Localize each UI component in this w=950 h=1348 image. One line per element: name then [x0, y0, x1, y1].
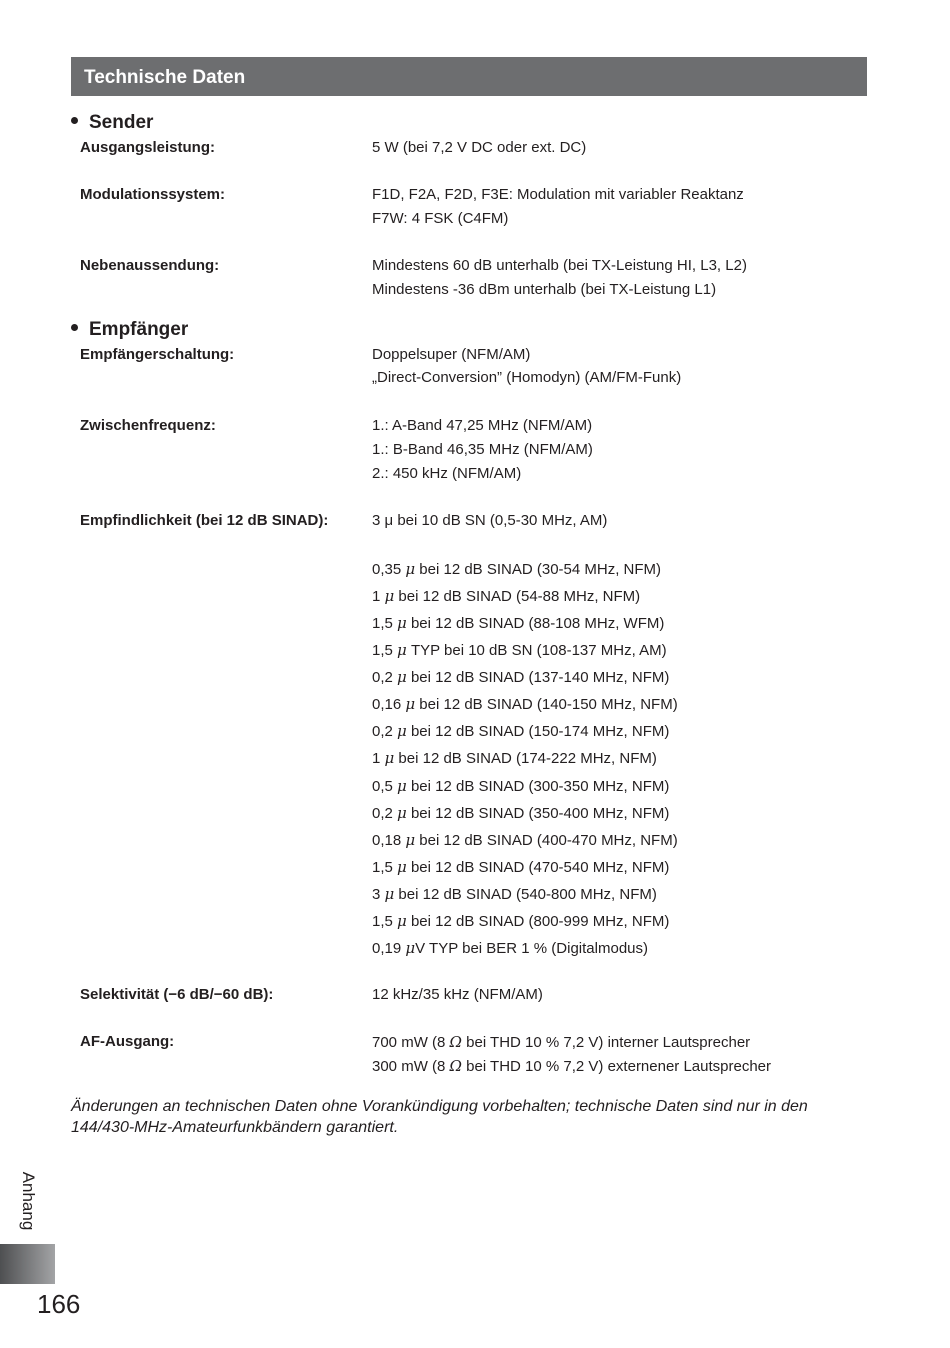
spec-value-prefix: 0,16: [372, 696, 406, 714]
spec-value-suffix: bei 12 dB SINAD (140-150 MHz, NFM): [415, 696, 678, 714]
spec-label-empfaengerschaltung: Empfängerschaltung:: [80, 346, 235, 363]
bullet-icon: [71, 324, 78, 331]
spec-value: [372, 586, 640, 607]
spec-value-suffix: V TYP bei BER 1 % (Digitalmodus): [415, 939, 648, 957]
spec-value-suffix: bei 12 dB SINAD (800-999 MHz, NFM): [406, 912, 670, 930]
unit-symbol: μ: [405, 560, 416, 578]
spec-value: [372, 1032, 750, 1053]
unit-symbol: μ: [384, 749, 395, 768]
unit-symbol: μ: [397, 668, 407, 687]
spec-value-prefix: 1: [372, 750, 385, 768]
spec-value-suffix: bei 12 dB SINAD (470-540 MHz, NFM): [406, 858, 670, 876]
spec-value: 3 μ bei 10 dB SN (0,5-30 MHz, AM): [372, 512, 608, 529]
sender-heading: [71, 112, 153, 134]
spec-value-prefix: 0,5: [372, 777, 398, 795]
spec-label-modulationssystem: Modulationssystem:: [80, 186, 226, 203]
spec-value-suffix: bei 12 dB SINAD (350-400 MHz, NFM): [406, 804, 670, 822]
spec-value-suffix: bei 12 dB SINAD (540-800 MHz, NFM): [394, 885, 657, 903]
empfaenger-heading: [71, 319, 188, 341]
empfaenger-heading-text: Empfänger: [89, 319, 189, 340]
spec-value: [372, 830, 678, 851]
spec-value: 5 W (bei 7,2 V DC oder ext. DC): [372, 139, 587, 156]
unit-symbol: μ: [397, 614, 407, 633]
spec-value: 12 kHz/35 kHz (NFM/AM): [372, 986, 543, 1003]
spec-label-nebenaussendung: Nebenaussendung:: [80, 257, 220, 274]
bullet-icon: [71, 117, 78, 124]
spec-value: [372, 857, 669, 878]
spec-value: [372, 721, 669, 742]
unit-symbol: μ: [384, 587, 395, 606]
unit-symbol: μ: [384, 884, 395, 903]
spec-value-prefix: 1,5: [372, 615, 398, 633]
spec-value-prefix: 0,2: [372, 804, 398, 822]
spec-value-prefix: 3: [372, 885, 385, 903]
side-tab-marker: [0, 1244, 55, 1284]
spec-label-empfindlichkeit: Empfindlichkeit (bei 12 dB SINAD):: [80, 512, 329, 529]
spec-value: [372, 776, 669, 797]
spec-value: [372, 613, 664, 634]
spec-value: Mindestens 60 dB unterhalb (bei TX-Leistung HI, L3, L2): [372, 257, 747, 274]
spec-label-zwischenfrequenz: Zwischenfrequenz:: [80, 417, 216, 434]
unit-symbol: Ω: [449, 1033, 462, 1051]
spec-value-prefix: 1,5: [372, 858, 398, 876]
spec-label-af-ausgang: AF-Ausgang:: [80, 1033, 175, 1050]
spec-value: [372, 694, 678, 715]
spec-value: [372, 938, 648, 959]
unit-symbol: μ: [397, 641, 407, 660]
spec-value-prefix: 0,2: [372, 669, 398, 687]
spec-value: [372, 748, 657, 769]
page-number: 166: [37, 1289, 81, 1319]
spec-value-suffix: bei 12 dB SINAD (137-140 MHz, NFM): [406, 669, 670, 687]
spec-value-prefix: 1,5: [372, 642, 398, 660]
spec-value: [372, 803, 669, 824]
sender-heading-text: Sender: [89, 112, 154, 133]
spec-value-suffix: bei 12 dB SINAD (30-54 MHz, NFM): [415, 561, 662, 578]
page-title: Technische Daten: [84, 67, 246, 88]
unit-symbol: μ: [405, 830, 416, 849]
spec-value-suffix: bei 12 dB SINAD (174-222 MHz, NFM): [394, 750, 657, 768]
spec-value: „Direct-Conversion” (Homodyn) (AM/FM-Funk): [372, 369, 682, 386]
spec-value: [372, 559, 661, 580]
spec-value-prefix: 1,5: [372, 912, 398, 930]
spec-value-suffix: bei THD 10 % 7,2 V) interner Lautsprecher: [461, 1034, 751, 1051]
unit-symbol: μ: [397, 857, 407, 876]
spec-value-suffix: bei 12 dB SINAD (150-174 MHz, NFM): [406, 723, 670, 741]
unit-symbol: μ: [397, 722, 407, 741]
unit-symbol: Ω: [449, 1057, 462, 1075]
unit-symbol: μ: [397, 911, 407, 930]
spec-value-suffix: bei 12 dB SINAD (88-108 MHz, WFM): [406, 615, 665, 633]
spec-value-prefix: 0,35: [372, 561, 406, 578]
disclaimer-note: Änderungen an technischen Daten ohne Vorankündigung vorbehalten; technische Daten sind nur in den 144/430-MHz-Amateurfunkbändern garantiert.: [71, 1098, 808, 1136]
spec-value: [372, 667, 669, 688]
unit-symbol: μ: [397, 776, 407, 795]
unit-symbol: μ: [405, 695, 416, 714]
spec-value: [372, 911, 669, 932]
spec-value: F1D, F2A, F2D, F3E: Modulation mit variabler Reaktanz: [372, 186, 744, 203]
spec-value-suffix: TYP bei 10 dB SN (108-137 MHz, AM): [406, 642, 667, 660]
spec-value-suffix: bei 12 dB SINAD (54-88 MHz, NFM): [394, 588, 641, 606]
spec-label-selektivitaet: Selektivität (−6 dB/−60 dB):: [80, 986, 274, 1003]
spec-value: 1.: B-Band 46,35 MHz (NFM/AM): [372, 441, 593, 458]
spec-value: Doppelsuper (NFM/AM): [372, 346, 531, 363]
spec-value-suffix: bei 12 dB SINAD (300-350 MHz, NFM): [406, 777, 670, 795]
spec-value-prefix: 1: [372, 588, 385, 606]
spec-value: [372, 1056, 771, 1077]
spec-value-prefix: 300 mW (8: [372, 1058, 450, 1075]
spec-value: 1.: A-Band 47,25 MHz (NFM/AM): [372, 417, 593, 434]
spec-value: F7W: 4 FSK (C4FM): [372, 210, 509, 227]
spec-value: [372, 640, 667, 661]
unit-symbol: μ: [405, 938, 416, 957]
spec-value-prefix: 0,18: [372, 831, 406, 849]
spec-value: [372, 884, 657, 905]
spec-value-suffix: bei 12 dB SINAD (400-470 MHz, NFM): [415, 831, 678, 849]
side-tab-label: Anhang: [19, 1171, 38, 1231]
spec-value-prefix: 0,2: [372, 723, 398, 741]
spec-value: Mindestens -36 dBm unterhalb (bei TX-Leistung L1): [372, 281, 717, 298]
unit-symbol: μ: [397, 803, 407, 822]
spec-label-ausgangsleistung: Ausgangsleistung:: [80, 139, 216, 156]
section-header-bar: [71, 57, 867, 96]
spec-value: 2.: 450 kHz (NFM/AM): [372, 465, 522, 482]
spec-value-prefix: 0,19: [372, 939, 406, 957]
spec-value-prefix: 700 mW (8: [372, 1034, 450, 1051]
spec-value-suffix: bei THD 10 % 7,2 V) externener Lautsprecher: [461, 1058, 772, 1075]
